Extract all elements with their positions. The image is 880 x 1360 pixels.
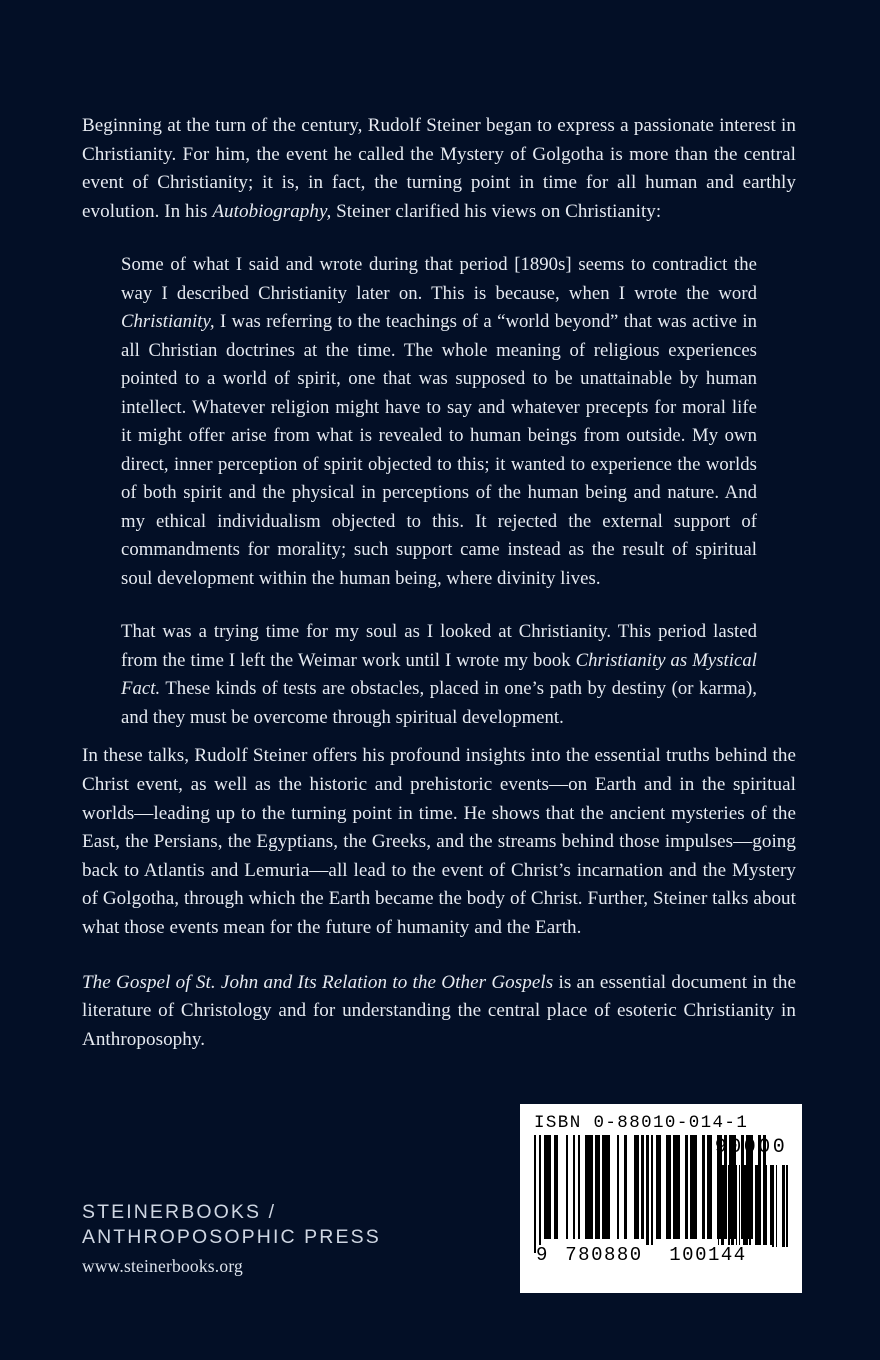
- isbn-label: ISBN 0-88010-014-1: [534, 1113, 749, 1133]
- talks-paragraph: In these talks, Rudolf Steiner offers his profound insights into the essential truths behind the Christ event, as well as the historic and prehistoric events—on Earth and in the spiritual worlds—leading up to the turning point in time. He shows that the ancient mysteries of the East, the Persians, the Egyptians, the Greeks, and the streams behind those impulses—going back to Atlantis and Lemuria—all lead to the event of Christ’s incarnation and the Mystery of Golgotha, through which the Earth became the body of Christ. Further, Steiner talks about what those events mean for the future of humanity and the Earth.: [82, 745, 796, 938]
- ean5-addon-bars: [718, 1165, 788, 1247]
- autobiography-title: Autobiography,: [212, 200, 332, 222]
- lead-paragraph: [82, 112, 796, 226]
- cover-copy: [82, 112, 796, 1054]
- lead-text-part-2: Steiner clarified his views on Christianity:: [331, 200, 662, 222]
- ean13-digits: [536, 1245, 772, 1265]
- ean-digits-left: 780880: [565, 1244, 643, 1266]
- closing-text-tail: is an essential document in the literature of Christology and for understanding the central place of esoteric Christianity in Anthroposophy.: [82, 971, 796, 1050]
- publisher-name-line-1: STEINERBOOKS /: [82, 1201, 277, 1223]
- publisher-name-line-2: ANTHROPOSOPHIC PRESS: [82, 1226, 381, 1248]
- blockquote: [82, 251, 757, 732]
- publisher-website: www.steinerbooks.org: [82, 1256, 243, 1276]
- quote-paragraph-1: [121, 251, 757, 593]
- closing-paragraph: [82, 969, 796, 1055]
- gospel-of-st-john-title: The Gospel of St. John and Its Relation to the Other Gospels: [82, 971, 554, 993]
- quote-paragraph-2: [121, 618, 757, 732]
- publisher-block: [82, 1200, 422, 1277]
- quote2-text-part-1: That was a trying time for my soul as I looked at Christianity. This period lasted from the time I left the Weimar work until I wrote my book: [121, 621, 757, 671]
- isbn-barcode: [520, 1104, 802, 1293]
- ean-digit-first: 9: [536, 1244, 548, 1266]
- christianity-word-italic: Christianity,: [121, 311, 215, 333]
- quote2-text-part-2: These kinds of tests are obstacles, placed in one’s path by destiny (or karma), and they must be overcome through spiritual development.: [121, 678, 757, 728]
- addon-value-label: 90000: [714, 1136, 788, 1159]
- lead-text-part-1: Beginning at the turn of the century, Rudolf Steiner began to express a passionate interest in Christianity. For him, the event he called the Mystery of Golgotha is more than the central event of Christianity; it is, in fact, the turning point in time for all human and earthly evolution. In his: [82, 115, 796, 222]
- christianity-as-mystical-fact-title: Christianity as Mystical Fact.: [121, 649, 757, 700]
- barcode-graphic-area: [534, 1135, 790, 1266]
- quote1-text-part-1: Some of what I said and wrote during that period [1890s] seems to contradict the way I described Christianity later on. This is because, when I wrote the word: [121, 254, 757, 304]
- ean-digits-right: 100144: [669, 1244, 747, 1266]
- quote1-text-part-2: I was referring to the teachings of a “world beyond” that was active in all Christian doctrines at the time. The whole meaning of religious experiences pointed to a world of spirit, one that was supposed to be unattainable by human intellect. Whatever religion might have to say and whatever precepts for moral life it might offer arise from what is revealed to human beings from outside. My own direct, inner perception of spirit objected to this; it wanted to experience the worlds of both spirit and the physical in perceptions of the human being and nature. And my ethical individualism objected to this. It rejected the external support of commandments for morality; such support came instead as the result of spiritual soul development within the human being, where divinity lives.: [121, 311, 757, 589]
